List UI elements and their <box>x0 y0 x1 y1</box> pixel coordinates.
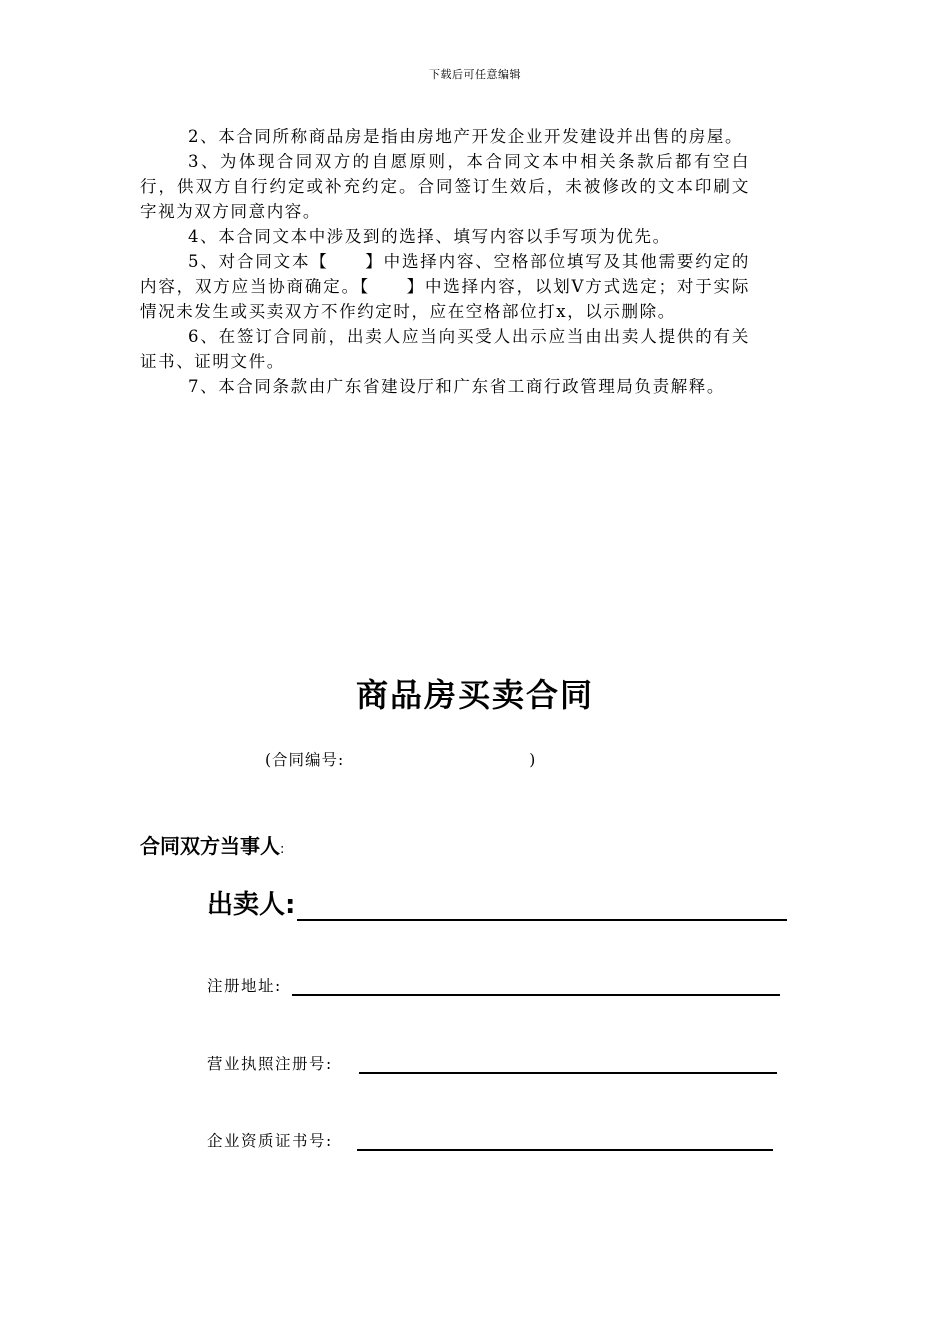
document-title: 商品房买卖合同 <box>355 676 594 714</box>
parties-colon: : <box>280 842 285 857</box>
seller-row <box>207 884 787 921</box>
seller-blank-line[interactable] <box>297 889 787 921</box>
license-blank-line[interactable] <box>359 1056 777 1074</box>
note-item: 3、为体现合同双方的自愿原则，本合同文本中相关条款后都有空白行，供双方自行约定或补充约定。合同签订生效后，未被修改的文本印刷文字视为双方同意内容。 <box>140 152 750 221</box>
address-row <box>207 974 780 996</box>
contract-number <box>265 748 536 770</box>
note-item: 6、在签订合同前，出卖人应当向买受人出示应当由出卖人提供的有关证书、证明文件。 <box>140 327 750 371</box>
seller-label: 出卖人: <box>207 890 296 920</box>
parties-heading <box>140 830 284 859</box>
page-header: 下载后可任意编辑 <box>429 68 521 81</box>
note-item: 7、本合同条款由广东省建设厅和广东省工商行政管理局负责解释。 <box>188 377 725 396</box>
note-item: 2、本合同所称商品房是指由房地产开发企业开发建设并出售的房屋。 <box>188 127 744 146</box>
note-item: 4、本合同文本中涉及到的选择、填写内容以手写项为优先。 <box>188 227 671 246</box>
address-blank-line[interactable] <box>292 978 780 996</box>
license-row <box>207 1052 777 1074</box>
qualification-blank-line[interactable] <box>357 1133 773 1151</box>
qualification-label: 企业资质证书号: <box>207 1132 333 1150</box>
contract-number-label: (合同编号: <box>265 751 345 769</box>
contract-number-close: ) <box>529 751 537 769</box>
note-item: 5、对合同文本【 】中选择内容、空格部位填写及其他需要约定的内容，双方应当协商确定。【 】中选择内容，以划V方式选定；对于实际情况未发生或买卖双方不作约定时，应在空格部位打x，以示删除。 <box>140 252 750 321</box>
license-label: 营业执照注册号: <box>207 1055 333 1073</box>
address-label: 注册地址: <box>207 977 282 995</box>
parties-label: 合同双方当事人 <box>140 834 280 858</box>
notes-section <box>140 124 750 399</box>
qualification-row <box>207 1129 773 1151</box>
